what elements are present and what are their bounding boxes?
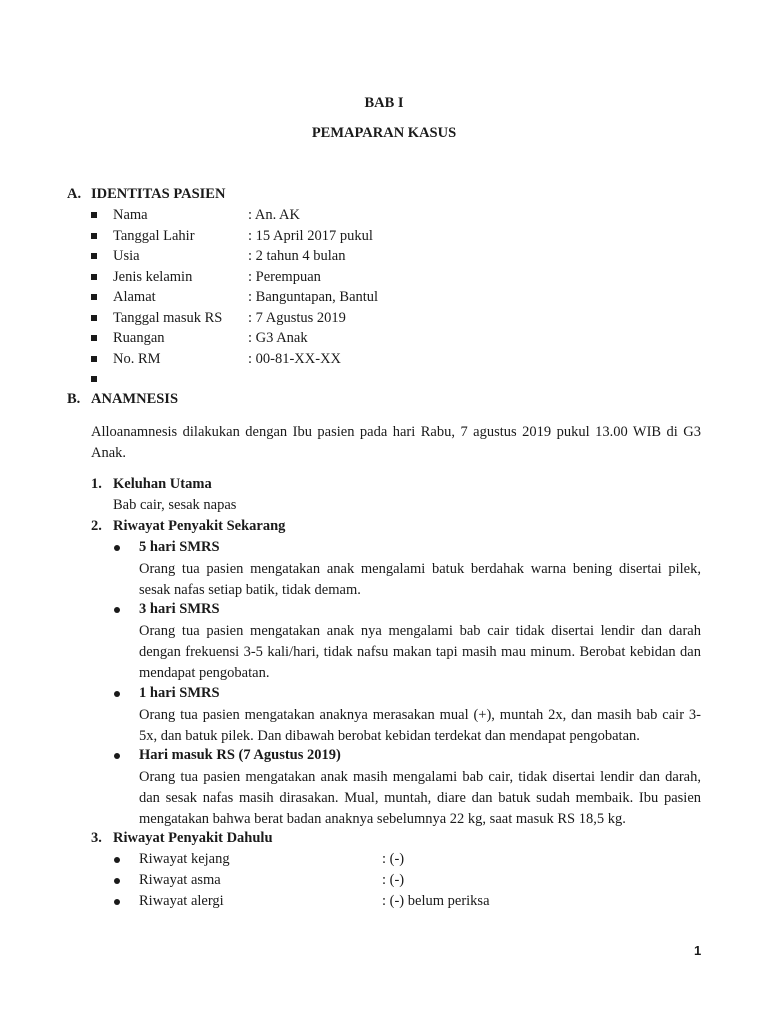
identity-label: Tanggal masuk RS xyxy=(113,310,223,326)
square-bullet-icon xyxy=(91,315,97,321)
round-bullet-icon xyxy=(114,899,120,905)
round-bullet-icon xyxy=(114,753,120,759)
round-bullet-icon xyxy=(114,545,120,551)
rps-item-text: Orang tua pasien mengatakan anak masih mengalami bab cair, tidak disertai lendir dan darah, dan sesak nafas masih dirasakan. Mual, muntah, diare dan batuk sudah membaik. Ibu pasien mengatakan bahwa berat badan anaknya sebelumnya 22 kg, saat masuk RS 18,5 kg. xyxy=(139,769,701,827)
section-b-title: ANAMNESIS xyxy=(91,391,179,407)
section-a-marker: A. xyxy=(67,186,82,202)
square-bullet-icon xyxy=(91,294,97,300)
rpd-marker: 3. xyxy=(91,830,102,846)
identity-label: Usia xyxy=(113,248,140,264)
rps-marker: 2. xyxy=(91,518,102,534)
square-bullet-icon xyxy=(91,274,97,280)
rps-item-title: Hari masuk RS (7 Agustus 2019) xyxy=(139,747,341,763)
identity-label: No. RM xyxy=(113,351,161,367)
rps-title: Riwayat Penyakit Sekarang xyxy=(113,518,286,534)
rpd-label: Riwayat alergi xyxy=(139,893,224,909)
round-bullet-icon xyxy=(114,607,120,613)
identity-value: : Perempuan xyxy=(248,269,321,285)
square-bullet-icon xyxy=(91,233,97,239)
rps-item-text: Orang tua pasien mengatakan anak mengalami batuk berdahak warna bening disertai pilek, sesak nafas setiap batik, tidak demam. xyxy=(139,561,701,598)
anamnesis-intro: Alloanamnesis dilakukan dengan Ibu pasien pada hari Rabu, 7 agustus 2019 pukul 13.00 WIB di G3 Anak. xyxy=(91,424,701,461)
square-bullet-icon xyxy=(91,356,97,362)
square-bullet-icon xyxy=(91,376,97,382)
identity-value: : G3 Anak xyxy=(248,330,308,346)
identity-label: Ruangan xyxy=(113,330,165,346)
square-bullet-icon xyxy=(91,212,97,218)
section-b-marker: B. xyxy=(67,391,81,407)
rpd-label: Riwayat kejang xyxy=(139,851,230,867)
keluhan-marker: 1. xyxy=(91,476,102,492)
rpd-value: : (-) xyxy=(382,872,405,888)
identity-value: : 15 April 2017 pukul xyxy=(248,228,373,244)
rps-item-text: Orang tua pasien mengatakan anaknya merasakan mual (+), muntah 2x, dan masih bab cair 3-5x, dan batuk pilek. Dan dibawah berobat kebidan terdekat dan mendapat pengobatan. xyxy=(139,707,701,744)
rpd-label: Riwayat asma xyxy=(139,872,221,888)
keluhan-title: Keluhan Utama xyxy=(113,476,212,492)
identity-value: : 7 Agustus 2019 xyxy=(248,310,346,326)
identity-value: : An. AK xyxy=(248,207,300,223)
identity-label: Alamat xyxy=(113,289,156,305)
identity-label: Nama xyxy=(113,207,148,223)
rps-item-title: 3 hari SMRS xyxy=(139,601,220,617)
round-bullet-icon xyxy=(114,691,120,697)
identity-label: Tanggal Lahir xyxy=(113,228,195,244)
rpd-title: Riwayat Penyakit Dahulu xyxy=(113,830,273,846)
round-bullet-icon xyxy=(114,878,120,884)
chapter-heading: BAB I xyxy=(364,95,404,111)
chapter-title: PEMAPARAN KASUS xyxy=(311,125,457,141)
rps-item-text: Orang tua pasien mengatakan anak nya mengalami bab cair tidak disertai lendir dan darah dengan frekuensi 3-5 kali/hari, tidak nafsu makan tapi masih mau minum. Berobat kebidan dan mendapat pengobatan. xyxy=(139,623,701,681)
identity-value: : Banguntapan, Bantul xyxy=(248,289,379,305)
identity-value: : 00-81-XX-XX xyxy=(248,351,342,367)
identity-label: Jenis kelamin xyxy=(113,269,193,285)
page-number: 1 xyxy=(694,943,702,958)
section-a-title: IDENTITAS PASIEN xyxy=(91,186,226,202)
square-bullet-icon xyxy=(91,253,97,259)
rps-item-title: 1 hari SMRS xyxy=(139,685,220,701)
keluhan-text: Bab cair, sesak napas xyxy=(113,497,237,513)
square-bullet-icon xyxy=(91,335,97,341)
rps-item-title: 5 hari SMRS xyxy=(139,539,220,555)
round-bullet-icon xyxy=(114,857,120,863)
rpd-value: : (-) xyxy=(382,851,405,867)
rpd-value: : (-) belum periksa xyxy=(382,893,490,909)
identity-value: : 2 tahun 4 bulan xyxy=(248,248,346,264)
